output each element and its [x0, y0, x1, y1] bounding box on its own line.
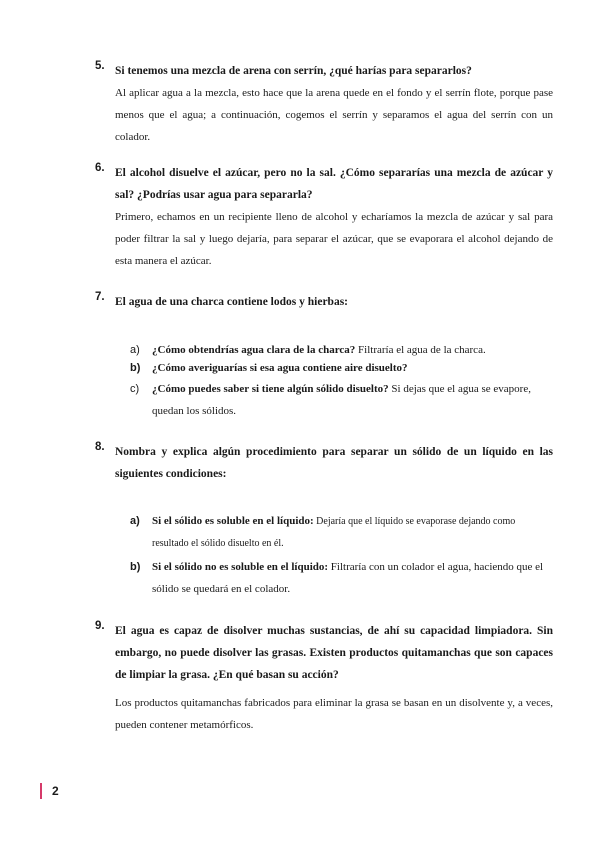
question-7: [95, 291, 553, 313]
sub-answer-text: Filtraría el agua de la charca.: [355, 344, 486, 356]
sub-question-7c: [130, 378, 550, 422]
question-5: [95, 60, 553, 148]
sub-answer-text: Dejaría que el líquido se evaporase dejando como resultado el sólido disuelto en él.: [152, 516, 516, 549]
sub-letter: b): [130, 362, 141, 374]
question-title: El agua es capaz de disolver muchas sustancias, de ahí su capacidad limpiadora. Sin embargo, no puede disolver las grasas. Existen productos quitamanchas que son capaces de limpiar la grasa. ¿En qué basan su acción?: [115, 625, 553, 681]
sub-question-7b: [130, 357, 550, 379]
sub-question-8b: [130, 556, 550, 600]
sub-answer-text: Si dejas que el agua se evapore, quedan los sólidos.: [152, 383, 531, 417]
sub-letter: a): [130, 344, 140, 356]
question-title: Nombra y explica algún procedimiento para separar un sólido de un líquido en las siguientes condiciones:: [115, 446, 553, 480]
question-title: Si tenemos una mezcla de arena con serrín, ¿qué harías para separarlos?: [115, 65, 472, 77]
question-8: [95, 441, 553, 485]
sub-letter: b): [130, 561, 141, 573]
question-number: 5.: [95, 60, 105, 72]
sub-question-text: Si el sólido es soluble en el líquido:: [152, 515, 314, 527]
sub-question-text: Si el sólido no es soluble en el líquido:: [152, 561, 329, 573]
question-number: 7.: [95, 291, 105, 303]
question-title: El agua de una charca contiene lodos y hierbas:: [115, 296, 348, 308]
sub-question-text: ¿Cómo obtendrías agua clara de la charca?: [152, 344, 356, 356]
sub-question-text: ¿Cómo puedes saber si tiene algún sólido disuelto?: [152, 383, 389, 395]
sub-answer-text: Filtraría con un colador el agua, haciendo que el sólido se quedará en el colador.: [152, 561, 544, 595]
question-6: [95, 162, 553, 272]
sub-letter: a): [130, 515, 140, 527]
question-number: 6.: [95, 162, 105, 174]
question-answer: Primero, echamos en un recipiente lleno de alcohol y echaríamos la mezcla de azúcar y sal para poder filtrar la sal y luego dejaría, para separar el azúcar, que se evaporara el alcohol dejando de esta manera el azúcar.: [115, 211, 553, 267]
sub-question-8a: [130, 510, 550, 555]
question-answer: Al aplicar agua a la mezcla, esto hace que la arena quede en el fondo y el serrín flote, porque pase menos que el agua; a continuación, cogemos el serrín y separamos el agua del serrín con un colador.: [115, 87, 553, 143]
page-number: 2: [52, 784, 59, 798]
question-title: El alcohol disuelve el azúcar, pero no la sal. ¿Cómo separarías una mezcla de azúcar y sal? ¿Podrías usar agua para separarla?: [115, 167, 553, 201]
question-answer: Los productos quitamanchas fabricados para eliminar la grasa se basan en un disolvente y, a veces, pueden contener metamórficos.: [115, 697, 553, 731]
sub-letter: c): [130, 383, 140, 395]
question-number: 9.: [95, 620, 105, 632]
sub-question-text: ¿Cómo averiguarías si esa agua contiene aire disuelto?: [152, 362, 408, 374]
question-number: 8.: [95, 441, 105, 453]
footer-accent-bar: [40, 783, 42, 799]
question-9: [95, 620, 553, 736]
